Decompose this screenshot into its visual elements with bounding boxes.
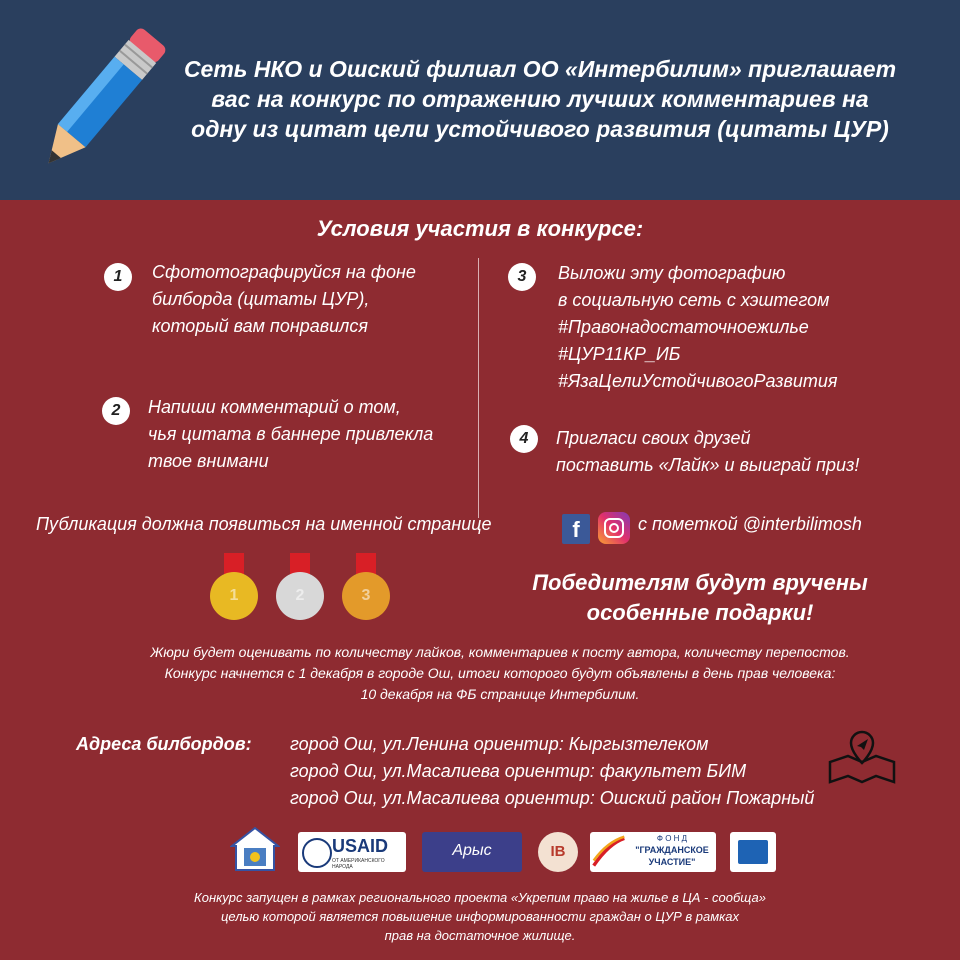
step-line: чья цитата в баннере привлекла <box>148 424 434 444</box>
hashtag-line: #ЦУР11КР_ИБ <box>558 344 681 364</box>
header-title-line: Сеть НКО и Ошский филиал ОО «Интербилим» приглашает <box>183 56 897 82</box>
jury-line: Конкурс начнется с 1 декабря в городе Ош, итоги которого будут объявлены в день прав человека: <box>164 665 836 681</box>
step-number: 3 <box>508 263 536 291</box>
step-number: 1 <box>104 263 132 291</box>
step-4-text <box>556 425 859 479</box>
partner-mark-icon <box>738 840 768 864</box>
footer-line: Конкурс запущен в рамках регионального проекта «Укрепим право на жилье в ЦА - сообща» <box>194 890 766 905</box>
footer-text <box>20 888 940 945</box>
partner-logo <box>730 832 776 872</box>
publication-text: Публикация должна появиться на именной странице <box>36 514 492 534</box>
step-number: 4 <box>510 425 538 453</box>
bronze-medal-icon: 3 <box>342 572 390 620</box>
column-divider <box>478 258 479 518</box>
silver-medal-icon: 2 <box>276 572 324 620</box>
jury-line: 10 декабря на ФБ странице Интербилим. <box>360 686 640 702</box>
step-line: Выложи эту фотографию <box>558 263 786 283</box>
step-2-text <box>148 394 433 475</box>
instagram-icon[interactable] <box>598 512 630 544</box>
footer-line: целью которой является повышение информированности граждан о ЦУР в рамках <box>220 909 739 924</box>
publication-handle-text: с пометкой @interbilimosh <box>638 514 862 534</box>
footer-line: прав на достаточное жилище. <box>384 928 576 943</box>
usaid-logo <box>298 832 406 872</box>
civic-participation-fund-logo <box>590 832 716 872</box>
interbilim-logo <box>538 832 578 872</box>
hashtag-line: #Правонадостаточноежилье <box>558 317 809 337</box>
jury-line: Жюри будет оценивать по количеству лайков, комментариев к посту автора, количеству перепостов. <box>150 644 850 660</box>
jury-info <box>40 642 960 705</box>
step-line: Напиши комментарий о том, <box>148 397 401 417</box>
house-icon <box>230 826 280 872</box>
step-line: Пригласи своих друзей <box>556 428 751 448</box>
winners-announcement <box>480 568 920 628</box>
usaid-title: USAID <box>332 836 389 856</box>
header-title-line: одну из цитат цели устойчивого развития (цитаты ЦУР) <box>191 116 889 142</box>
gold-medal-icon: 1 <box>210 572 258 620</box>
usaid-seal-icon <box>302 838 332 868</box>
address-item: город Ош, ул.Ленина ориентир: Кыргызтелеком <box>290 734 709 754</box>
step-line: в социальную сеть с хэштегом <box>558 290 830 310</box>
step-line: Сфототографируйся на фоне <box>152 262 416 282</box>
map-location-icon <box>826 728 898 784</box>
conditions-title: Условия участия в конкурсе: <box>316 216 644 241</box>
step-line: который вам понравился <box>152 316 368 336</box>
hashtag-line: #ЯзаЦелиУстойчивогоРазвития <box>558 371 838 391</box>
header-banner <box>0 0 960 200</box>
housing-network-logo <box>230 826 280 872</box>
step-line: поставить «Лайк» и выиграй приз! <box>556 455 860 475</box>
usaid-subtitle: ОТ АМЕРИКАНСКОГО НАРОДА <box>332 858 385 870</box>
step-line: билборда (цитаты ЦУР), <box>152 289 370 309</box>
winners-line: особенные подарки! <box>586 600 814 625</box>
step-1-text <box>152 259 416 340</box>
step-3-text <box>558 260 837 395</box>
fund-bottom-text: УЧАСТИЕ" <box>648 857 696 867</box>
arys-logo <box>422 832 522 872</box>
instagram-lens <box>609 523 619 533</box>
facebook-icon[interactable]: f <box>562 514 590 544</box>
addresses-label: Адреса билбордов: <box>76 734 252 754</box>
fund-stripes-icon <box>592 835 626 869</box>
header-title-line: вас на конкурс по отражению лучших комментариев на <box>211 86 869 112</box>
winners-line: Победителям будут вручены <box>532 570 868 595</box>
header-title <box>150 54 930 144</box>
fund-top-text: Ф О Н Д <box>656 834 688 843</box>
step-line: твое внимани <box>148 451 269 471</box>
address-item: город Ош, ул.Масалиева ориентир: Ошский район Пожарный <box>290 788 815 808</box>
interbilim-title: IB <box>550 843 566 860</box>
step-number: 2 <box>102 397 130 425</box>
fund-mid-text: "ГРАЖДАНСКОЕ <box>635 845 709 855</box>
arys-title: Арыс <box>452 842 492 859</box>
address-item: город Ош, ул.Масалиева ориентир: факультет БИМ <box>290 761 747 781</box>
